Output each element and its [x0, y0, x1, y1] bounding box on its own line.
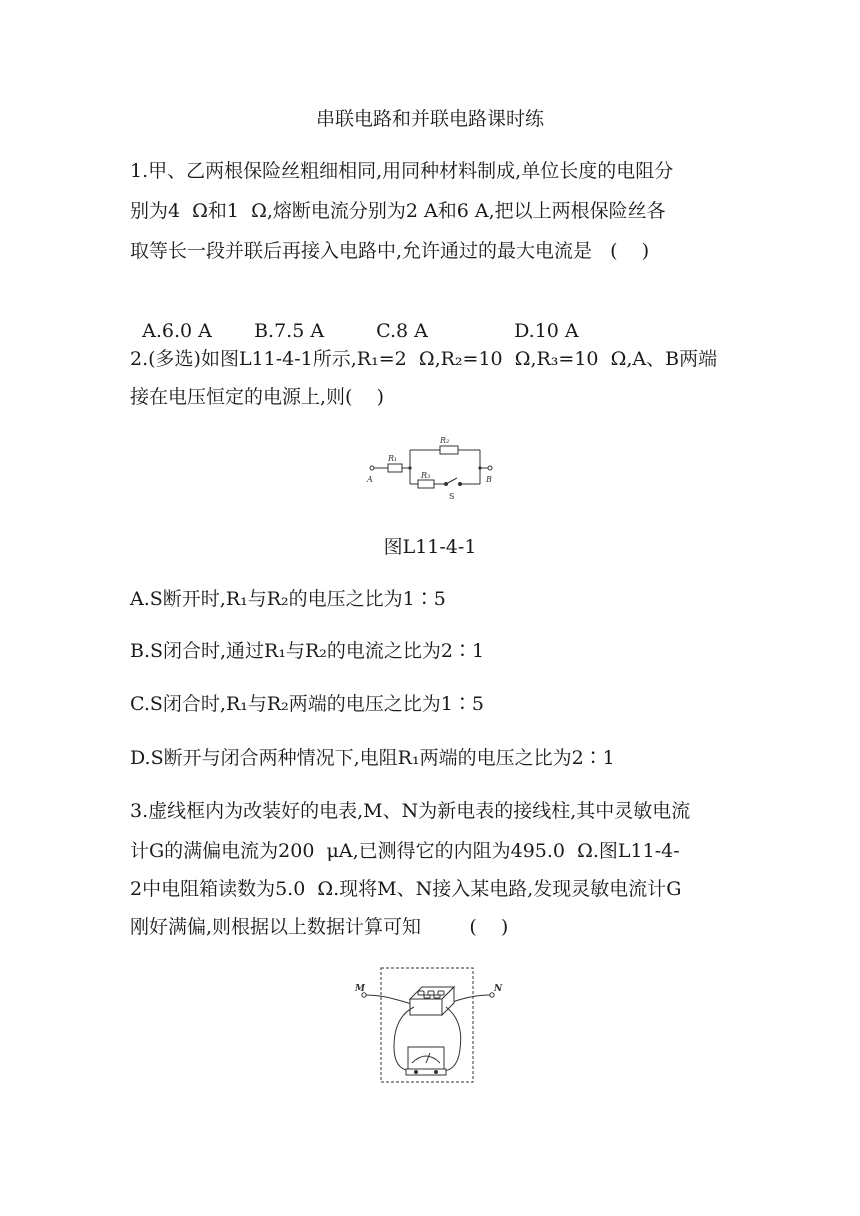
label-s: S	[449, 492, 455, 501]
q2-line-2: 接在电压恒定的电源上,则( )	[130, 386, 385, 408]
label-r3: R₃	[421, 471, 431, 480]
galvanometer	[406, 1047, 446, 1075]
q1-line-1: 1.甲、乙两根保险丝粗细相同,用同种材料制成,单位长度的电阻分	[130, 160, 674, 182]
resistor-r1	[388, 464, 402, 472]
q1-option-b[interactable]: B.7.5 A	[254, 320, 325, 342]
q2-option-a[interactable]: A.S断开时,R₁与R₂的电压之比为1∶5	[130, 588, 446, 610]
resistor-r2	[440, 446, 458, 454]
label-n: N	[494, 984, 503, 994]
q1-option-a[interactable]: A.6.0 A	[142, 320, 212, 342]
q1-option-c[interactable]: C.8 A	[376, 320, 428, 342]
q1-options	[130, 292, 579, 344]
label-r1: R₁	[388, 454, 398, 463]
q1-option-d[interactable]: D.10 A	[514, 320, 579, 342]
q1-line-2: 别为4 Ω和1 Ω,熔断电流分别为2 A和6 A,把以上两根保险丝各	[130, 200, 666, 222]
q3-line-2: 计G的满偏电流为200 μA,已测得它的内阻为495.0 Ω.图L11-4-	[130, 840, 680, 862]
q1-line-3: 取等长一段并联后再接入电路中,允许通过的最大电流是 ( )	[130, 240, 650, 262]
q3-line-1: 3.虚线框内为改装好的电表,M、N为新电表的接线柱,其中灵敏电流	[130, 800, 691, 822]
page-title: 串联电路和并联电路课时练	[315, 108, 544, 130]
q2-option-d[interactable]: D.S断开与闭合两种情况下,电阻R₁两端的电压之比为2∶1	[130, 747, 615, 769]
figure-caption-l11-4-1: 图L11-4-1	[383, 536, 477, 558]
terminal-a	[370, 466, 374, 470]
resistor-r3	[418, 480, 434, 488]
q3-line-4: 刚好满偏,则根据以上数据计算可知 ( )	[130, 916, 509, 938]
meter-figure-l11-4-2	[350, 965, 520, 1087]
label-a: A	[367, 475, 373, 484]
q2-line-1: 2.(多选)如图L11-4-1所示,R₁=2 Ω,R₂=10 Ω,R₃=10 Ω,A、B两端	[130, 348, 718, 370]
terminal-b	[488, 466, 492, 470]
circuit-figure-l11-4-1	[360, 432, 510, 502]
q3-line-3: 2中电阻箱读数为5.0 Ω.现将M、N接入某电路,发现灵敏电流计G	[130, 878, 682, 900]
switch-s	[446, 478, 457, 484]
q2-option-b[interactable]: B.S闭合时,通过R₁与R₂的电流之比为2∶1	[130, 640, 485, 662]
label-r2: R₂	[440, 436, 450, 445]
label-b: B	[486, 475, 492, 484]
label-m: M	[355, 984, 365, 994]
resistance-box	[410, 987, 454, 1015]
q2-option-c[interactable]: C.S闭合时,R₁与R₂两端的电压之比为1∶5	[130, 693, 484, 715]
